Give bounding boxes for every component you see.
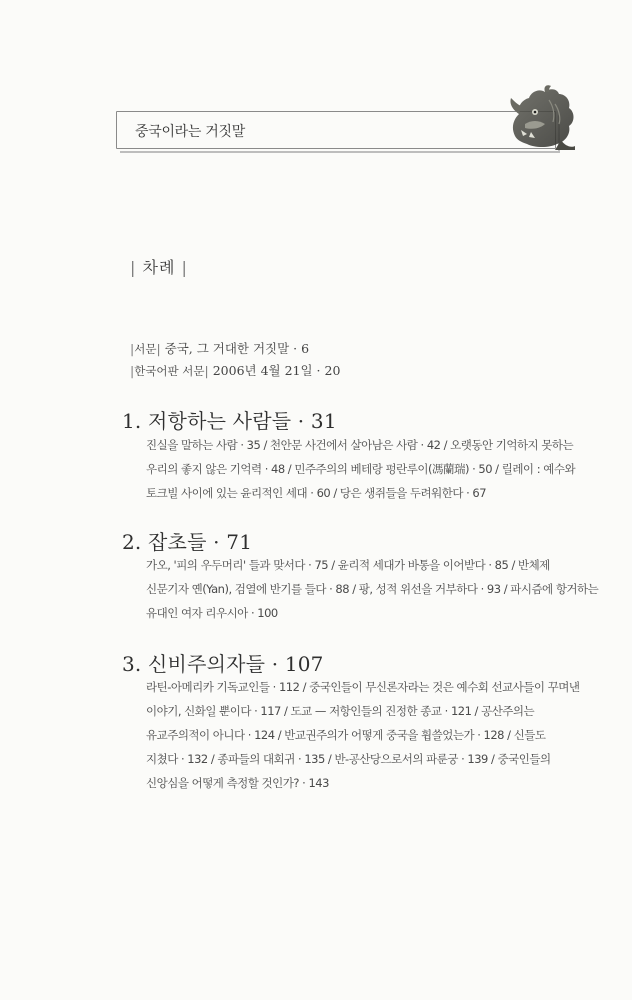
preface-entry[interactable] (130, 339, 309, 357)
preface-label: 한국어판 서문 (134, 364, 205, 378)
chapter-entry-line: 라틴-아메리카 기독교인들 · 112 / 중국인들이 무신론자라는 것은 예수회 선교사들이 꾸며낸 (146, 680, 580, 694)
chapter-entry-line: 신문기자 옌(Yan), 검열에 반기를 들다 · 88 / 팡, 성적 위선을 거부하다 · 93 / 파시즘에 항거하는 (146, 582, 599, 596)
toc-heading-text: 차례 (142, 258, 176, 277)
preface-label: 서문 (134, 342, 157, 356)
chapter-entry-line: 우리의 좋지 않은 기억력 · 48 / 민주주의의 베테랑 펑란루이(馮蘭瑞) · 50 / 릴레이 : 예수와 (146, 462, 576, 476)
chapter-entry-line: 신앙심을 어떻게 측정할 것인가? · 143 (146, 776, 329, 790)
divider-bar: | (130, 258, 137, 277)
preface-text: 2006년 4월 21일 · 20 (212, 363, 341, 378)
chapter-title[interactable]: 1. 저항하는 사람들 · 31 (122, 409, 337, 433)
preface-entry[interactable] (130, 361, 340, 379)
chapter-entry-line: 진실을 말하는 사람 · 35 / 천안문 사건에서 살아남은 사람 · 42 / 오랫동안 기억하지 못하는 (146, 438, 574, 452)
dragon-head-icon (505, 84, 577, 150)
chapter-entry-line: 유교주의적이 아니다 · 124 / 반교권주의가 어떻게 중국을 휩쓸었는가 · 128 / 신들도 (146, 728, 546, 742)
book-title: 중국이라는 거짓말 (135, 124, 245, 140)
divider-bar: | (181, 258, 188, 277)
divider-bar: | (130, 363, 135, 378)
chapter-entry-line: 가오, '피의 우두머리' 들과 맞서다 · 75 / 윤리적 세대가 바통을 이어받다 · 85 / 반체제 (146, 558, 550, 572)
divider-bar: | (156, 341, 161, 356)
chapter-entry-line: 지쳤다 · 132 / 종파들의 대회귀 · 135 / 반-공산당으로서의 파룬궁 · 139 / 중국인들의 (146, 752, 551, 766)
divider-bar: | (130, 341, 135, 356)
chapter-entry-line: 토크빌 사이에 있는 윤리적인 세대 · 60 / 당은 생쥐들을 두려워한다 · 67 (146, 486, 487, 500)
chapter-entry-line: 유대인 여자 리우시아 · 100 (146, 606, 278, 620)
divider-bar: | (204, 363, 209, 378)
chapter-entry-line: 이야기, 신화일 뿐이다 · 117 / 도교 — 저항인들의 진정한 종교 · 121 / 공산주의는 (146, 704, 535, 718)
chapter-title[interactable]: 3. 신비주의자들 · 107 (122, 652, 324, 676)
toc-heading (130, 255, 188, 278)
preface-text: 중국, 그 거대한 거짓말 · 6 (164, 341, 310, 356)
chapter-title[interactable]: 2. 잡초들 · 71 (122, 530, 253, 554)
